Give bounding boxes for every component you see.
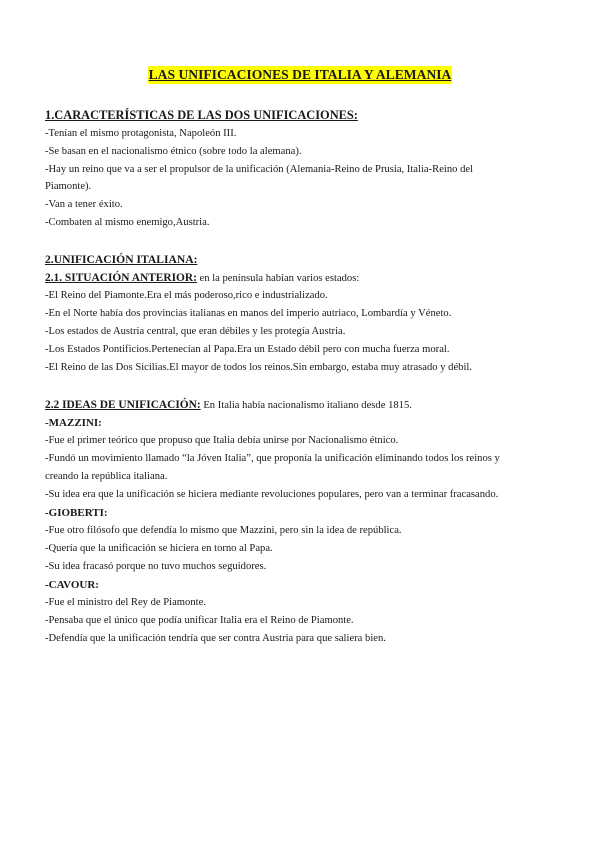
section1-item: -Combaten al mismo enemigo,Austria.: [45, 217, 210, 228]
subsection-2-1-label: 2.1. SITUACIÓN ANTERIOR:: [45, 272, 197, 284]
cavour-heading: -CAVOUR:: [45, 579, 99, 591]
section1-item: Piamonte).: [45, 181, 92, 192]
state-item: -En el Norte había dos provincias italianas en manos del imperio autriaco, Lombardía y Véneto.: [45, 308, 452, 319]
section1-item: -Van a tener éxito.: [45, 199, 123, 210]
subsection-2-2-label: 2.2 IDEAS DE UNIFICACIÓN:: [45, 399, 201, 411]
subsection-2-1-text: en la península habían varios estados:: [196, 273, 360, 284]
mazzini-item: -Su idea era que la unificación se hiciera mediante revoluciones populares, pero van a terminar fracasando.: [45, 489, 499, 500]
gioberti-item: -Su idea fracasó porque no tuvo muchos seguidores.: [45, 561, 267, 572]
section1-item: -Tenían el mismo protagonista, Napoleón III.: [45, 128, 237, 139]
cavour-item: -Defendía que la unificación tendría que ser contra Austria para que saliera bien.: [45, 633, 386, 644]
mazzini-item: -Fundó un movimiento llamado “la Jóven Italia”, que proponía la unificación eliminando todos los reinos y: [45, 453, 500, 464]
gioberti-heading: -GIOBERTI:: [45, 507, 108, 519]
mazzini-item: creando la república italiana.: [45, 471, 168, 482]
document-title: LAS UNIFICACIONES DE ITALIA Y ALEMANIA: [148, 67, 452, 82]
gioberti-item: -Fue otro filósofo que defendía lo mismo que Mazzini, pero sin la idea de república.: [45, 525, 402, 536]
state-item: -Los Estados Pontificios.Pertenecían al Papa.Era un Estado débil pero con mucha fuerza moral.: [45, 344, 450, 355]
gioberti-item: -Quería que la unificación se hiciera en torno al Papa.: [45, 543, 273, 554]
section1-heading: 1.CARACTERÍSTICAS DE LAS DOS UNIFICACIONES:: [45, 108, 358, 122]
title-wrapper: [0, 66, 600, 84]
subsection-2-1: [45, 271, 565, 286]
cavour-item: -Pensaba que el único que podía unificar Italia era el Reino de Piamonte.: [45, 615, 354, 626]
section2-heading: 2.UNIFICACIÓN ITALIANA:: [45, 253, 198, 266]
cavour-item: -Fue el ministro del Rey de Piamonte.: [45, 597, 206, 608]
state-item: -El Reino de las Dos Sicilias.El mayor de todos los reinos.Sin embargo, estaba muy atrasado y débil.: [45, 362, 473, 373]
section1-item: -Hay un reino que va a ser el propulsor de la unificación (Alemania-Reino de Prusia, Italia-Reino del: [45, 164, 474, 175]
mazzini-heading: -MAZZINI:: [45, 417, 102, 429]
section1-item: -Se basan en el nacionalismo étnico (sobre todo la alemana).: [45, 146, 302, 157]
subsection-2-2: [45, 398, 565, 413]
subsection-2-2-text: En Italia había nacionalismo italiano desde 1815.: [200, 400, 412, 411]
mazzini-item: -Fue el primer teórico que propuso que Italia debía unirse por Nacionalismo étnico.: [45, 435, 399, 446]
state-item: -El Reino del Piamonte.Era el más poderoso,rico e industrializado.: [45, 290, 328, 301]
state-item: -Los estados de Austria central, que eran débiles y les protegía Austria.: [45, 326, 346, 337]
